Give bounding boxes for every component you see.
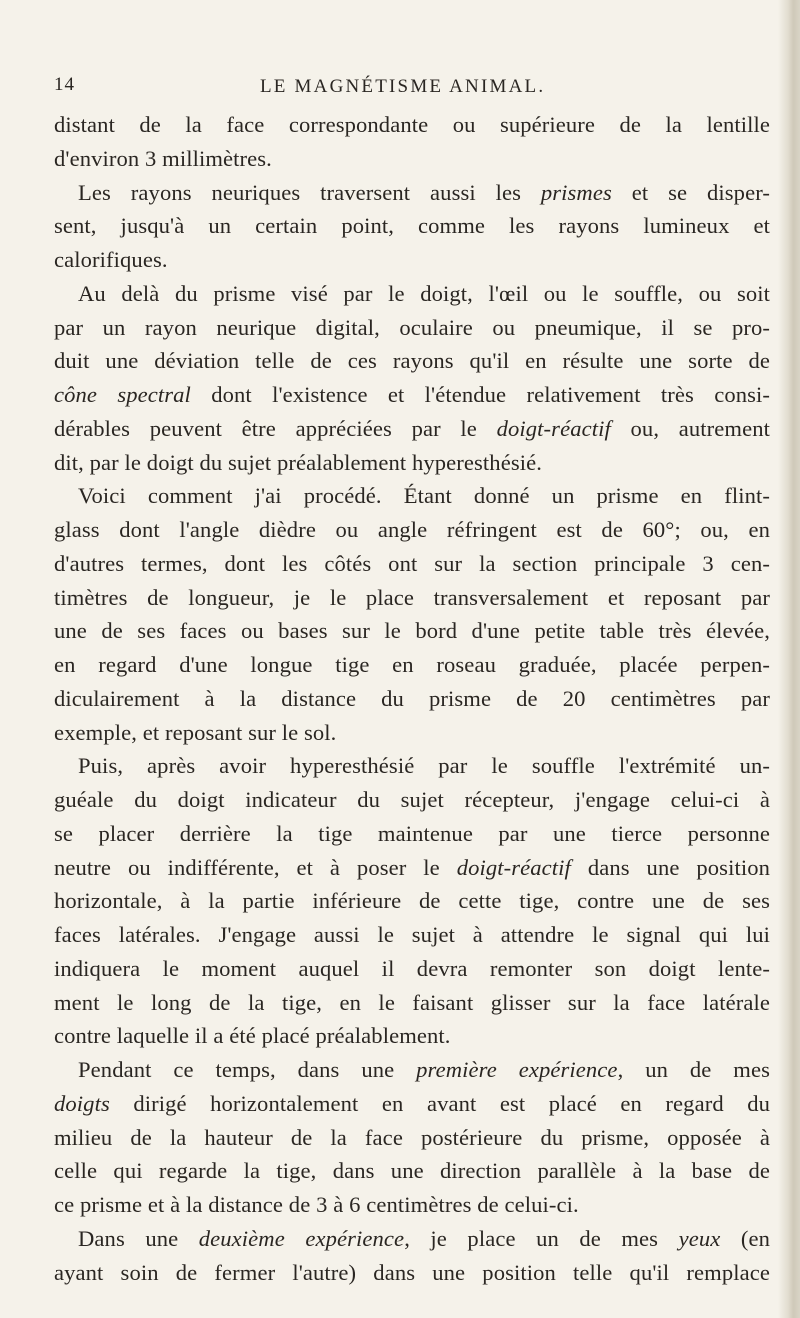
text-line: Pendant ce temps, dans une première expérience, un de mes — [78, 1057, 770, 1082]
text-line: en regard d'une longue tige en roseau graduée, placée perpen- — [54, 652, 770, 677]
text-line: une de ses faces ou bases sur le bord d'une petite table très élevée, — [54, 618, 770, 644]
text-line: ayant soin de fermer l'autre) dans une position telle qu'il remplace — [54, 1259, 770, 1285]
italic-term: doigt-réactif — [496, 415, 611, 441]
text-line: diculairement à la distance du prisme de 20 centimètres par — [54, 685, 770, 711]
text-line: milieu de la hauteur de la face postérieure du prisme, opposée à — [54, 1124, 770, 1150]
text-line: horizontale, à la partie inférieure de cette tige, contre une de ses — [54, 888, 770, 914]
text-line: Puis, après avoir hyperesthésié par le souffle l'extrémité un- — [78, 753, 770, 779]
text-line: distant de la face correspondante ou supérieure de la lentille — [54, 112, 770, 137]
text-line: duit une déviation telle de ces rayons qu'il en résulte une sorte de — [54, 348, 770, 374]
italic-term: doigt-réactif — [456, 854, 571, 880]
text-line: doigts dirigé horizontalement en avant est placé en regard du — [54, 1090, 770, 1116]
text-line: neutre ou indifférente, et à poser le doigt-réactif dans une position — [54, 854, 770, 880]
text-line: cône spectral dont l'existence et l'étendue relativement très consi- — [54, 382, 771, 407]
body-text — [54, 108, 770, 1289]
text-line: glass dont l'angle dièdre ou angle réfringent est de 60°; ou, en — [54, 517, 770, 542]
text-line: ce prisme et à la distance de 3 à 6 centimètres de celui-ci. — [54, 1192, 579, 1217]
italic-term: deuxième expérience — [198, 1225, 405, 1251]
text-line: faces latérales. J'engage aussi le sujet à attendre le signal qui lui — [54, 922, 770, 947]
italic-term: première expérience — [416, 1057, 618, 1082]
page-edge-shadow — [778, 0, 800, 1318]
text-line: indiquera le moment auquel il devra remonter son doigt lente- — [54, 955, 770, 981]
text-line: timètres de longueur, je le place transversalement et reposant par — [54, 584, 770, 610]
text-line: celle qui regarde la tige, dans une direction parallèle à la base de — [54, 1158, 770, 1184]
text-line: exemple, et reposant sur le sol. — [54, 719, 337, 745]
italic-term: cône spectral — [54, 382, 191, 407]
italic-term: doigts — [54, 1090, 110, 1116]
text-line: d'environ 3 millimètres. — [54, 145, 272, 171]
text-line: Au delà du prisme visé par le doigt, l'œil ou le souffle, ou soit — [78, 280, 770, 306]
text-line: guéale du doigt indicateur du sujet récepteur, j'engage celui-ci à — [54, 787, 770, 812]
text-line: Les rayons neuriques traversent aussi les prismes et se disper- — [78, 179, 770, 205]
text-line: dit, par le doigt du sujet préalablement hyperesthésié. — [54, 449, 542, 475]
text-line: ment le long de la tige, en le faisant glisser sur la face latérale — [54, 989, 770, 1015]
text-line: contre laquelle il a été placé préalablement. — [54, 1023, 451, 1049]
text-line: calorifiques. — [54, 247, 168, 272]
page-number: 14 — [54, 74, 75, 95]
text-line: sent, jusqu'à un certain point, comme les rayons lumineux et — [54, 213, 770, 239]
text-line: Voici comment j'ai procédé. Étant donné un prisme en flint- — [78, 483, 770, 509]
text-line: se placer derrière la tige maintenue par une tierce personne — [54, 820, 770, 846]
text-line: dérables peuvent être appréciées par le doigt-réactif ou, autrement — [54, 415, 770, 441]
running-title: LE MAGNÉTISME ANIMAL. — [260, 76, 546, 97]
running-head — [54, 74, 774, 104]
text-line: d'autres termes, dont les côtés ont sur la section principale 3 cen- — [54, 550, 770, 576]
italic-term: prismes — [540, 179, 612, 205]
text-line: par un rayon neurique digital, oculaire ou pneumique, il se pro- — [54, 314, 770, 340]
italic-term: yeux — [678, 1225, 721, 1251]
text-line: Dans une deuxième expérience, je place un de mes yeux (en — [78, 1225, 770, 1251]
